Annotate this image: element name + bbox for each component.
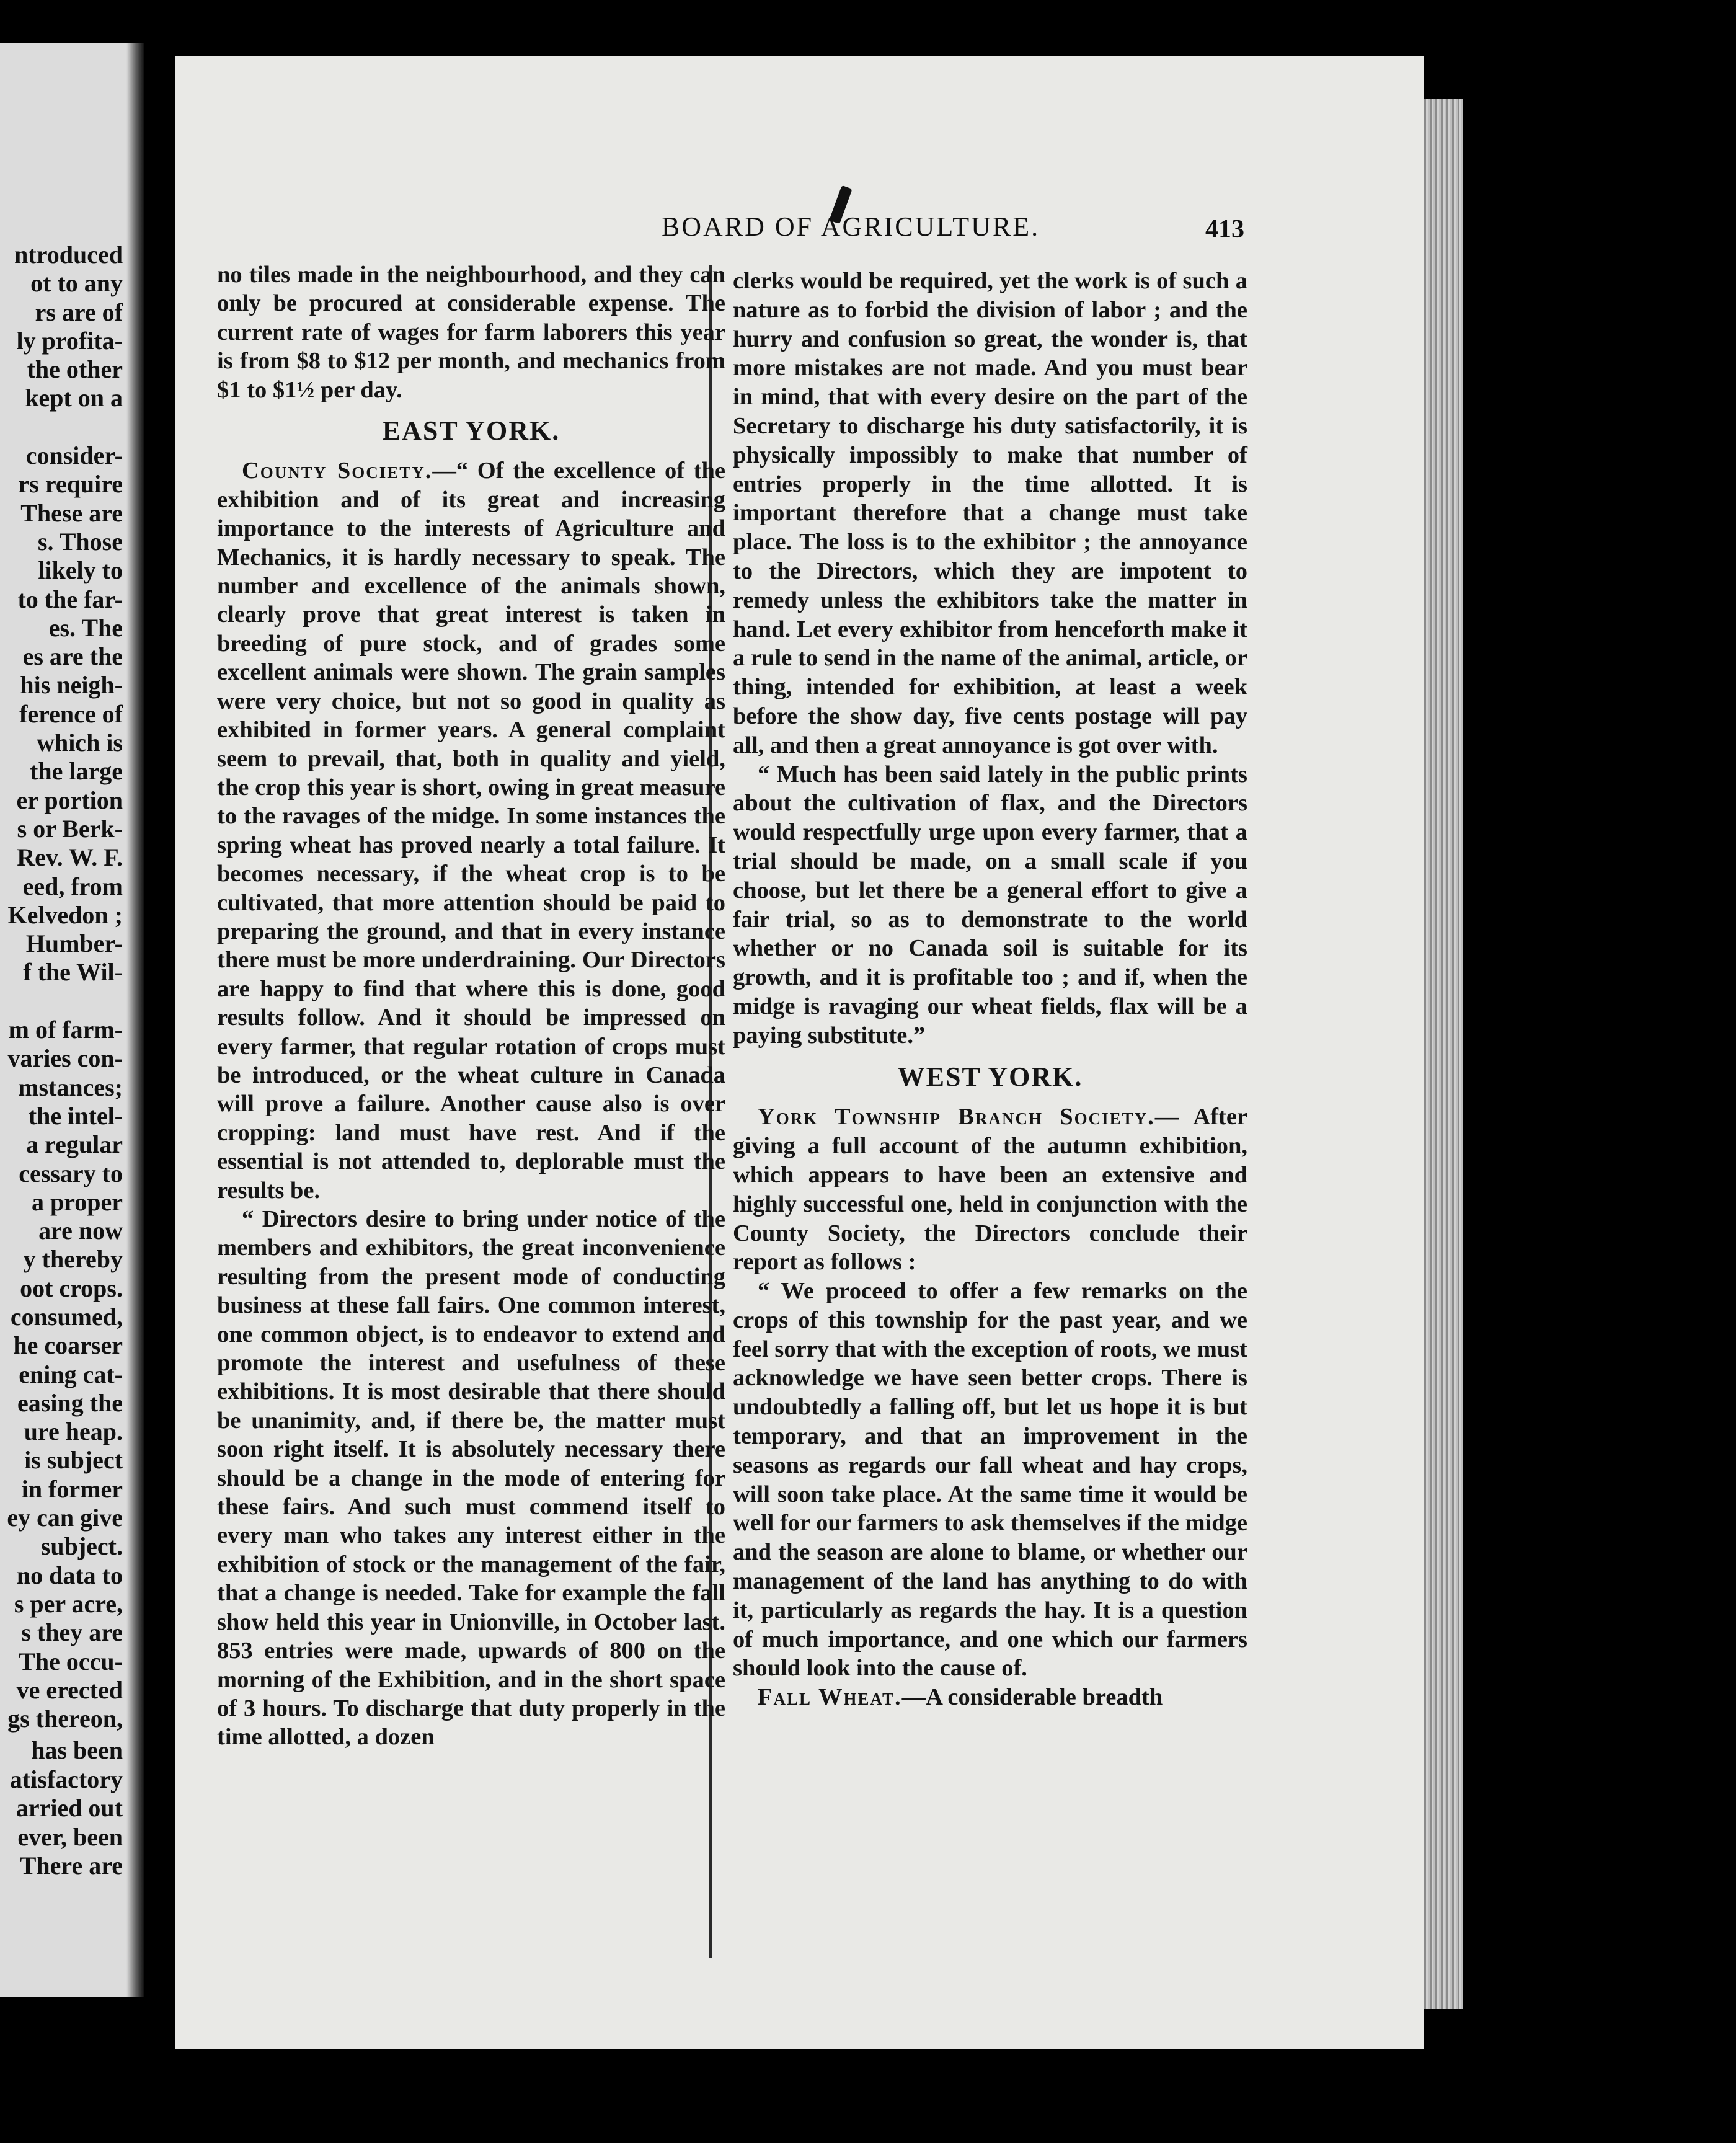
fragment-line: consider- <box>25 441 123 470</box>
fragment-line: gs thereon, <box>7 1705 123 1733</box>
fragment-line: eed, from <box>22 872 123 900</box>
fragment-line: er portion <box>16 786 123 814</box>
fragment-line: oot crops. <box>20 1274 123 1302</box>
fragment-line: a regular <box>26 1130 123 1159</box>
fragment-line: which is <box>37 729 123 757</box>
fragment-line: es. The <box>48 613 123 642</box>
page-number: 413 <box>1205 215 1244 244</box>
paragraph-text: —“ Of the excellence of the exhibition and of its great and increasing importance to the interests of Agriculture and Mechanics, it is hardly necessary to speak. The number and excellence of the animals shown, clearly prove that great interest is taken in breeding of pure stock, and of grades some excellent animals were shown. The grain samples were very choice, but not so good in quality as exhibited in former years. A general complaint seem to prevail, that, both in quality and yield, the crop this year is short, owing in great measure to the ravages of the midge. In some instances the spring wheat has proved nearly a total failure. It becomes necessary, if the wheat crop is to be cultivated, that more attention should be paid to preparing the ground, and that in every instance there must be more underdraining. Our Directors are happy to find that where this is done, good results follow. And it should be impressed on every farmer, that regular rotation of crops must be introduced, or the wheat culture in Canada will prove a failure. Another cause also is over cropping: land must have rest. And if the essential is not attended to, deplorable must the results be. <box>217 458 725 1204</box>
fragment-line: his neigh- <box>20 671 123 699</box>
subsection-label: County Society. <box>242 458 433 484</box>
fragment-line: the large <box>30 757 123 786</box>
fragment-line: ve erected <box>16 1675 123 1704</box>
fragment-line: ever, been <box>17 1822 123 1851</box>
fragment-line: varies con- <box>7 1044 123 1073</box>
fragment-line: mstances; <box>18 1073 123 1101</box>
fragment-line: is subject <box>24 1446 123 1475</box>
fragment-line: the other <box>27 355 123 384</box>
fragment-line: subject. <box>40 1532 123 1561</box>
fragment-line: Rev. W. F. <box>17 843 123 872</box>
fragment-line: ey can give <box>7 1504 123 1532</box>
fragment-line: likely to <box>38 556 123 585</box>
fragment-line: f the Wil- <box>23 958 123 987</box>
page-header <box>175 211 1353 254</box>
paragraph <box>217 456 725 1205</box>
paragraph: no tiles made in the neighbourhood, and they can only be procured at considerable expense. The current rate of wages for farm laborers this year is from $8 to $12 per month, and mechanics from $1 to $1½ per day. <box>217 262 725 403</box>
subsection-label: Fall Wheat. <box>758 1684 902 1711</box>
fragment-line: kept on a <box>25 384 123 412</box>
previous-page-text-top <box>0 241 123 1733</box>
fragment-line: These are <box>20 499 123 527</box>
fragment-line: no data to <box>16 1561 123 1589</box>
fragment-line: There are <box>19 1852 123 1879</box>
paragraph <box>733 1683 1247 1712</box>
fragment-line: in former <box>21 1475 123 1503</box>
fragment-line: cessary to <box>19 1159 123 1187</box>
section-heading-east-york: EAST YORK. <box>382 415 560 446</box>
fragment-line: rs require <box>18 470 123 499</box>
fragment-line: Humber- <box>25 930 123 958</box>
fragment-line: s. Those <box>37 527 123 556</box>
paragraph: “ Much has been said lately in the public prints about the cultivation of flax, and the Directors would respectfully urge upon every farmer, that a trial should be made, on a small scale if you choose, but let there be a general effort to give a fair trial, so as to demonstrate to the world whether or no Canada soil is suitable for its growth, and it is profitable too ; and if, when the midge is ravaging our wheat fields, flax will be a paying substitute.” <box>733 761 1247 1049</box>
paragraph-text: — After giving a full account of the autumn exhibition, which appears to have been an extensive and highly successful one, held in conjunction with the County Society, the Directors conclude their report as follows : <box>733 1104 1248 1276</box>
fragment-line: s or Berk- <box>17 814 123 843</box>
fragment-line: m of farm- <box>8 1016 123 1044</box>
gutter-shadow <box>126 43 144 1997</box>
fragment-line: s per acre, <box>14 1589 123 1618</box>
fragment-line: has been <box>31 1736 123 1764</box>
fragment-line: s they are <box>21 1618 123 1647</box>
fragment-line: consumed, <box>10 1302 123 1331</box>
book-page <box>175 56 1424 2049</box>
fragment-line: to the far- <box>17 585 123 613</box>
fragment-line: arried out <box>16 1794 123 1822</box>
paragraph: clerks would be required, yet the work is of such a nature as to forbid the division of labor ; and the hurry and confusion so great, the wonder is, that more mistakes are not made. And you must bear in mind, that with every desire on the part of the Secretary to discharge his duty satisfactorily, it is physically impossibly to make that number of entries properly in the time allotted. It is important therefore that a change must take place. The loss is to the exhibitor ; the annoyance to the Directors, which they are impotent to remedy unless the exhibitors take the matter in hand. Let every exhibitor from henceforth make it a rule to send in the name of the animal, article, or thing, intended for exhibition, at least a week before the show day, five cents postage will pay all, and then a great annoyance is got over with. <box>733 268 1247 758</box>
fragment-line: rs are of <box>35 298 123 326</box>
fragment-line <box>0 413 123 441</box>
fragment-line: atisfactory <box>9 1765 123 1793</box>
fragment-line: a proper <box>31 1187 123 1216</box>
fragment-line: the intel- <box>28 1101 123 1130</box>
right-column <box>733 267 1247 1712</box>
fragment-line: y thereby <box>23 1245 123 1274</box>
fragment-line: ly profita- <box>16 326 123 355</box>
paragraph-text: —A considerable breadth <box>901 1684 1163 1711</box>
subsection-label: York Township Branch Society. <box>758 1104 1155 1130</box>
fragment-line <box>0 987 123 1016</box>
fragment-line: The occu- <box>19 1647 123 1675</box>
paragraph: “ Directors desire to bring under notice of the members and exhibitors, the great inconvenience resulting from the present mode of conducting business at these fall fairs. One common interest, one common object, is to endeavor to extend and promote the interest and usefulness of these exhibitions. It is most desirable that there should be unanimity, and, if there be, the matter must soon right itself. It is absolutely necessary there should be a change in the mode of entering for these fairs. And such must commend itself to every man who takes any interest either in the exhibition of stock or the management of the fair, that a change is needed. Take for example the fall show held this year in Unionville, in October last. 853 entries were made, upwards of 800 on the morning of the Exhibition, and in the short space of 3 hours. To discharge that duty properly in the time allotted, a dozen <box>217 1206 725 1750</box>
section-heading-west-york: WEST YORK. <box>897 1061 1083 1092</box>
previous-page-text-bottom <box>0 1736 123 1881</box>
fragment-line: ntroduced <box>14 241 123 268</box>
fragment-line: easing the <box>17 1388 123 1417</box>
fragment-line: he coarser <box>13 1331 123 1360</box>
fragment-line: ening cat- <box>19 1360 123 1388</box>
running-head: BOARD OF AGRICULTURE. <box>661 211 1040 242</box>
paragraph: “ We proceed to offer a few remarks on the crops of this township for the past year, and we feel sorry that with the exception of roots, we must acknowledge we have seen better crops. There is undoubtedly a falling off, but let us hope it is but temporary, and that an improvement in the seasons as regards our fall wheat and hay crops, will soon take place. At the same time it would be well for our farmers to ask themselves if the midge and the season are alone to blame, or whether our management of the land has anything to do with it, particularly as regards the hay. It is a question of much importance, and one which our farmers should look into the cause of. <box>733 1278 1247 1682</box>
previous-page-fragment <box>0 43 144 1997</box>
fragment-line: ure heap. <box>24 1418 123 1446</box>
paragraph <box>733 1103 1247 1277</box>
fragment-line: are now <box>38 1217 123 1245</box>
fragment-line: Kelvedon ; <box>7 900 123 929</box>
fragment-line: ference of <box>19 699 123 728</box>
left-column <box>217 260 725 1752</box>
fragment-line: es are the <box>22 642 123 671</box>
fragment-line: ot to any <box>30 269 123 298</box>
